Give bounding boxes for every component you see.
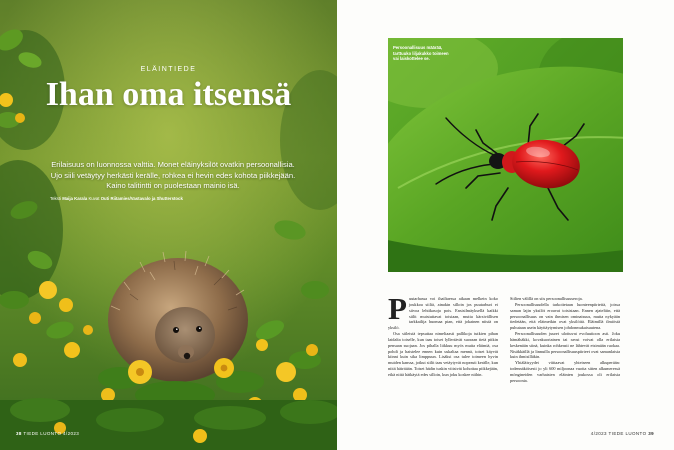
credits-author: Maija Karala — [62, 196, 88, 201]
body-column-left — [388, 291, 498, 378]
credits-photo-label: Kuvat — [88, 196, 100, 201]
credits-text-label: Teksti — [50, 196, 61, 201]
left-page-number: 38 — [16, 431, 22, 436]
body-paragraph: Persoonallisuuden juuret ulottuvat evoluutioon asti. Joku hämähäkki, kovakuoriainen tai ravut voivat olla erilaisia keskenään siinä, kuinka rohkeasti ne lähtevät etsimään ruokaa. Nisäkkäillä ja linnuilla persoonallisuuspiirteet ovat samanlaisia kuin ihmisilläkin. — [510, 331, 620, 360]
body-paragraph: Persoonallisuudella tarkoitetaan luonteenpiirteitä, joissa saman lajin yksilöt eroavat toisistaan. Ennen ajateltiin, että persoonallisuus on vain ihmisen ominaisuus, mutta nykyään tiedetään, että eläimetkin ovat yksilöitä. Eläimillä ilmiöstä puhutaan usein käyttäytymisen johdonmukaisuutena. — [510, 301, 620, 331]
body-column-right — [510, 296, 620, 384]
right-folio-magazine: TIEDE LUONTO — [608, 431, 647, 436]
right-folio — [591, 431, 654, 436]
photo-caption: Persoonallisuus määrää, tarttuuko liljakukko toimeen vai laiskottelee se. — [393, 45, 449, 62]
body-paragraph-text: uutarhassa voi ihailtaessa aikaan melkein koko joukkoa siiliä, ainakin silloin jos puutarhuri ei siivoa lehtikasoja pois. Ensisilmäyksellä kaikki siilit muistuttavat toisiaan, mutta kärsivällisen tarkkailija huomaa pian, että jokainen niistä on yksilö. — [388, 296, 498, 331]
left-folio-magazine: TIEDE LUONTO 4/2023 — [23, 431, 80, 436]
right-folio-issue: 4/2023 — [590, 431, 607, 436]
lily-beetle-photo — [388, 38, 623, 272]
body-paragraph — [388, 291, 498, 331]
left-folio — [16, 431, 79, 436]
right-page-number: 39 — [648, 431, 654, 436]
article-headline: Ihan oma itsensä — [45, 76, 292, 113]
credits-photographers: Outi Riitamies/Vastavalo ja Shutterstock — [100, 196, 183, 201]
body-paragraph: Siilien välillä on siis persoonallisuuseroja. — [510, 296, 583, 301]
body-paragraph: Osa siileistä tepsuttaa nimeliaasti pallikoja tutkien pihan laidalta toiselle, kun taas toiset lyllertävät suoraan tietä pitkin pensaan suojaan. Jos pihalla liikkuu myös muita eläimiä, osa pohdi ja haistelee ennen kuin uskaltaa mennä, toiset käyvät kiinni kuin sika limppuun. Lisäksi osa tulee toimeen hyvin muiden kanssa, jotkut siilit taas vetäytyvät nopeasti kerälle, kun niitä häiritään. Toiset hädin tuskin viitsivät kohottaa piikkejään, eikä niitä hätkäytä edes silloin, kun joku koskee niihin. — [388, 331, 498, 377]
article-lead: Erilaisuus on luonnossa valttia. Monet eläinyksilöt ovatkin persoonallisia. Ujo siili vetäytyy herkästi kerälle, rohkea ei hevin edes kohota piikkejään. Kaino talitintti on puolestaan mainio isä. — [50, 160, 296, 190]
drop-cap: P — [388, 291, 407, 326]
article-credits — [50, 196, 300, 202]
body-paragraph: Yhtäläisyydet viittaavat yhteiseen alkuperään: todennäköisesti jo yli 600 miljoonaa vuotta sitten alkumeressä möngineiden varhaisten eläinten joukossa oli erilaisia persoonia. — [510, 360, 620, 383]
right-page — [337, 0, 674, 450]
beetle-photo-frame — [388, 38, 623, 272]
section-kicker: ELÄINTIEDE — [140, 66, 197, 73]
